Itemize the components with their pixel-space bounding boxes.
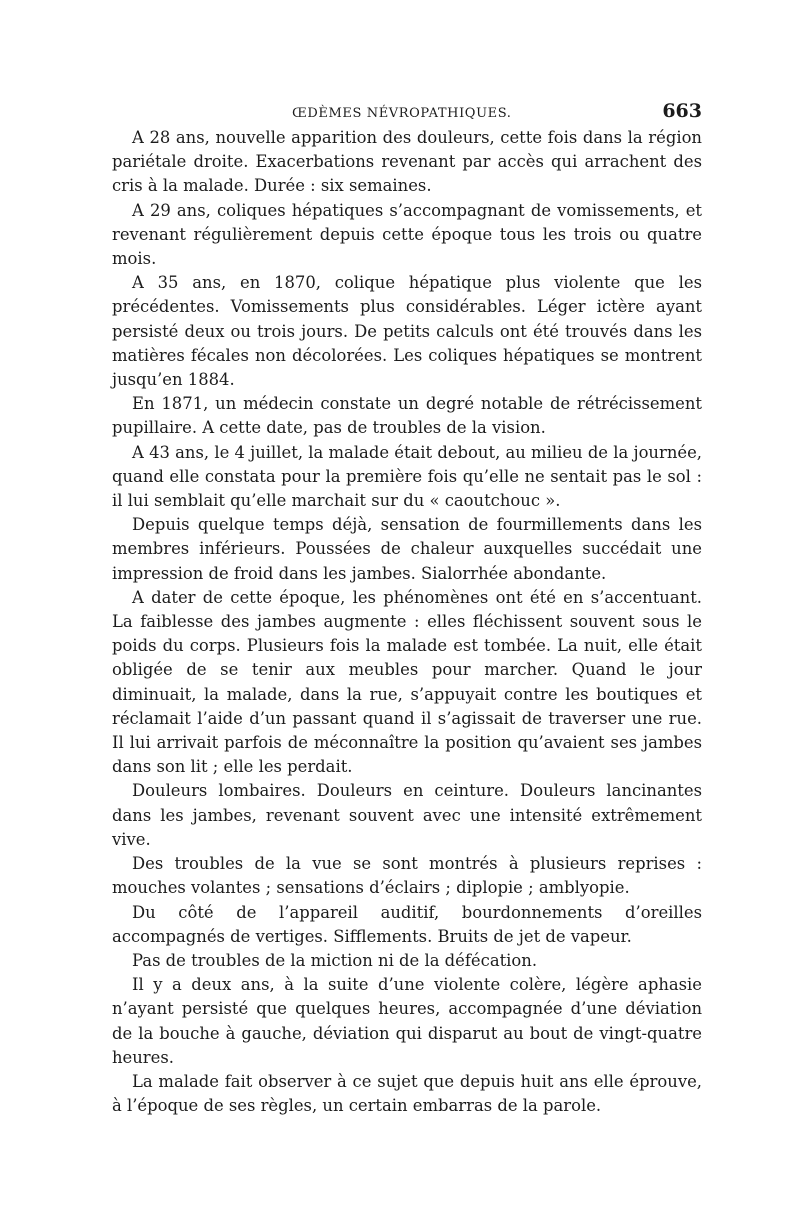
paragraph: La malade fait observer à ce sujet que depuis huit ans elle éprouve, à l’époque de ses règles, un certain embarras de la parole.: [112, 1071, 702, 1116]
paragraph: Il y a deux ans, à la suite d’une violente colère, légère aphasie n’ayant persisté que quelques heures, accompagnée d’une déviation de la bouche à gauche, déviation qui disparut au bout de vingt-quatre heures.: [112, 975, 702, 1067]
page-number: 663: [662, 100, 702, 122]
paragraph: A 43 ans, le 4 juillet, la malade était debout, au milieu de la journée, quand elle constata pour la première fois qu’elle ne sentait pas le sol : il lui semblait qu’elle marchait sur du « caoutchouc ».: [112, 442, 702, 511]
paragraph: A 28 ans, nouvelle apparition des douleurs, cette fois dans la région pariétale droite. Exacerbations revenant par accès qui arrachent des cris à la malade. Durée : six semaines.: [112, 128, 702, 196]
paragraph: En 1871, un médecin constate un degré notable de rétrécissement pupillaire. A cette date, pas de troubles de la vision.: [112, 394, 702, 438]
page-header: [112, 100, 702, 128]
paragraph: A 35 ans, en 1870, colique hépatique plus violente que les précédentes. Vomissements plus considérables. Léger ictère ayant persisté deux ou trois jours. De petits calculs ont été trouvés dans les matières fécales non décolorées. Les coliques hépatiques se montrent jusqu’en 1884.: [112, 273, 702, 390]
paragraph: A dater de cette époque, les phénomènes ont été en s’accentuant. La faiblesse des jambes augmente : elles fléchissent souvent sous le poids du corps. Plusieurs fois la malade est tombée. La nuit, elle était obligée de se tenir aux meubles pour marcher. Quand le jour diminuait, la malade, dans la rue, s’appuyait contre les boutiques et réclamait l’aide d’un passant quand il s’agissait de traverser une rue. Il lui arrivait parfois de méconnaître la position qu’avaient ses jambes dans son lit ; elle les perdait.: [112, 587, 702, 777]
paragraph: Pas de troubles de la miction ni de la défécation.: [132, 950, 538, 970]
paragraph: Des troubles de la vue se sont montrés à plusieurs reprises : mouches volantes ; sensations d’éclairs ; diplopie ; amblyopie.: [112, 854, 702, 898]
paragraph: Depuis quelque temps déjà, sensation de fourmillements dans les membres inférieurs. Poussées de chaleur auxquelles succédait une impression de froid dans les jambes. Sialorrhée abondante.: [112, 515, 702, 583]
paragraph: A 29 ans, coliques hépatiques s’accompagnant de vomissements, et revenant régulièrement depuis cette époque tous les trois ou quatre mois.: [112, 200, 702, 269]
paragraph: Douleurs lombaires. Douleurs en ceinture. Douleurs lancinantes dans les jambes, revenant souvent avec une intensité extrêmement vive.: [112, 781, 702, 849]
body-text: [112, 126, 702, 1118]
running-title: ŒDÈMES NÉVROPATHIQUES.: [292, 106, 512, 121]
paragraph: Du côté de l’appareil auditif, bourdonnements d’oreilles accompagnés de vertiges. Sifflements. Bruits de jet de vapeur.: [112, 902, 702, 946]
